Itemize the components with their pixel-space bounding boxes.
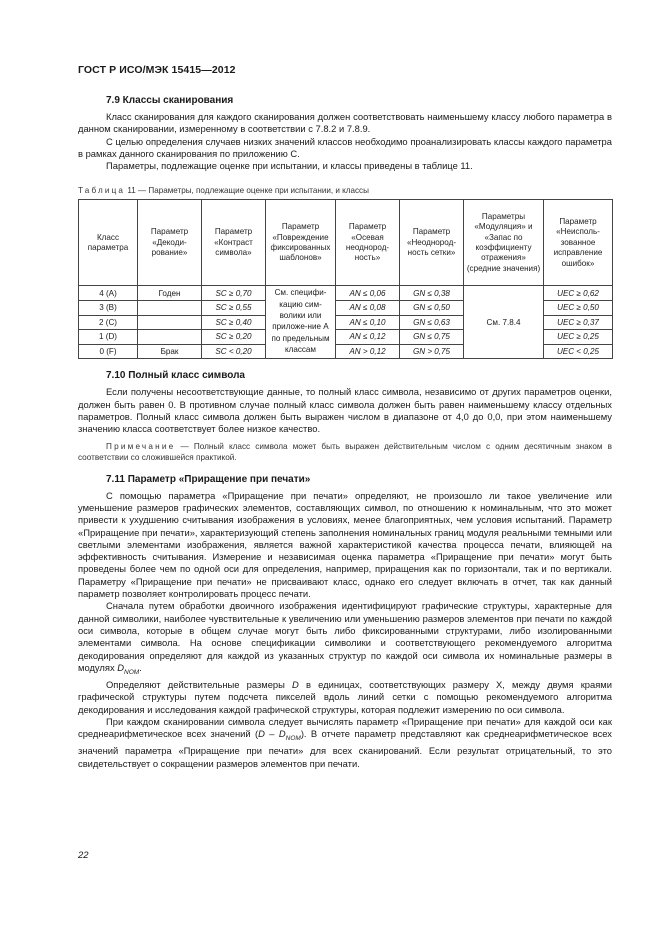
subscript-nom: NOM: [124, 668, 140, 676]
note-label: Примечание: [106, 441, 176, 451]
decode-cell: [138, 301, 202, 316]
note: [78, 441, 612, 463]
note-text: — Полный класс символа может быть выражен действительным числом с одним десятичным знаком в соответствии со сложившейся практикой.: [78, 441, 612, 462]
section-7-11-paragraph: [78, 716, 612, 770]
grid-nonuniformity-cell: GN > 0,75: [400, 344, 464, 359]
unused-error-correction-cell: UEC ≥ 0,37: [544, 315, 613, 330]
section-7-9-paragraph: С целью определения случаев низких значений классов необходимо проанализировать классы каждого параметра в рамках данного сканирования по приложению С.: [78, 135, 612, 159]
decode-cell: [138, 315, 202, 330]
symbol-contrast-cell: SC ≥ 0,70: [202, 286, 266, 301]
table-header-cell: Параметр «Контраст символа»: [202, 200, 266, 286]
grade-cell: 3 (B): [79, 301, 138, 316]
document-header: ГОСТ Р ИСО/МЭК 15415—2012: [78, 64, 236, 76]
paragraph-text: Определяют действительные размеры: [106, 678, 293, 690]
table-header-row: [79, 200, 613, 286]
section-7-10-paragraph: Если получены несоответствующие данные, то полный класс символа, независимо от других параметров оценки, должен быть равен 0. В противном случае полный класс символа должен быть равен наименьшему классу отдельных параметров. Полный класс символа должен быть выражен числом в диапазоне от 4,0 до 0,0, при этом наименьшему значению класса соответствует более низкое качество.: [78, 386, 612, 435]
decode-cell: [138, 330, 202, 345]
table-header-cell: Класс параметра: [79, 200, 138, 286]
axial-nonuniformity-cell: AN ≤ 0,06: [336, 286, 400, 301]
subscript-nom: NOM: [285, 735, 301, 743]
decode-cell: Годен: [138, 286, 202, 301]
axial-nonuniformity-cell: AN ≤ 0,12: [336, 330, 400, 345]
paragraph-text: –: [264, 728, 279, 740]
section-7-11-paragraph: [78, 679, 612, 716]
symbol-contrast-cell: SC ≥ 0,55: [202, 301, 266, 316]
unused-error-correction-cell: UEC ≥ 0,25: [544, 330, 613, 345]
variable-d: D: [258, 728, 265, 740]
paragraph-text: в единицах, соответствующих размеру X, между двумя краями графической структуры путем подсчета пикселей вдоль линий сетки с помощью рекомендуемого алгоритма декодирования и исследования каждой графической структуры, которая подлежит измерению по оси символа.: [78, 678, 612, 715]
table-caption: [78, 186, 612, 195]
section-7-11-title: 7.11 Параметр «Приращение при печати»: [106, 473, 311, 485]
unused-error-correction-cell: UEC ≥ 0,62: [544, 286, 613, 301]
symbol-contrast-cell: SC ≥ 0,20: [202, 330, 266, 345]
grid-nonuniformity-cell: GN ≤ 0,38: [400, 286, 464, 301]
grid-nonuniformity-cell: GN ≤ 0,50: [400, 301, 464, 316]
axial-nonuniformity-cell: AN ≤ 0,10: [336, 315, 400, 330]
fixed-pattern-damage-cell: См. специфи-кацию сим-волики или приложе-ние А по предельным классам: [266, 286, 336, 359]
table-caption-text: 11 — Параметры, подлежащие оценке при испытании, и классы: [125, 186, 369, 196]
variable-d: D: [117, 661, 125, 673]
section-7-9-title: 7.9 Классы сканирования: [106, 95, 234, 106]
variable-d: D: [278, 728, 286, 740]
grade-cell: 2 (C): [79, 315, 138, 330]
section-7-9-paragraph: Параметры, подлежащие оценке при испытании, и классы приведены в таблице 11.: [106, 160, 473, 172]
variable-d: D: [292, 678, 299, 690]
decode-cell: Брак: [138, 344, 202, 359]
table-header-cell: Параметр «Повреждение фиксированных шаблонов»: [266, 200, 336, 286]
table-row: [79, 286, 613, 301]
grade-cell: 4 (A): [79, 286, 138, 301]
unused-error-correction-cell: UEC ≥ 0,50: [544, 301, 613, 316]
table-header-cell: Параметр «Неисполь-зованное исправление ошибок»: [544, 200, 613, 286]
table-header-cell: Параметр «Осевая неоднород-ность»: [336, 200, 400, 286]
modulation-cell: См. 7.8.4: [464, 286, 544, 359]
grid-nonuniformity-cell: GN ≤ 0,75: [400, 330, 464, 345]
section-7-11-paragraph: С помощью параметра «Приращение при печати» определяют, не произошло ли такое увеличение или уменьшение размеров графических элементов, составляющих символ, по отношению к номинальным, что это может привести к ухудшению считывания изображения в условиях, менее благоприятных, чем условия испытаний. Параметр «Приращение при печати», характеризующий степень заполнения номинальных границ модуля реальными темными или светлыми элементами изображения, является важной характеристикой качества процесса печати, влияющей на эффективность считывания. Измерение и независимая оценка параметра «Приращение при печати» могут быть проведены более чем по одной оси для определения, например, приращения как по горизонтали, так и по вертикали. Параметру «Приращение при печати» не присваивают класс, однако его следует включать в отчет, так как данный параметр позволяет контролировать процесс печати.: [78, 489, 612, 600]
axial-nonuniformity-cell: AN ≤ 0,08: [336, 301, 400, 316]
grade-cell: 0 (F): [79, 344, 138, 359]
page-body: [78, 95, 612, 770]
paragraph-text: Сначала путем обработки двоичного изображения идентифицируют графические структуры, характерные для данной символики, наиболее чувствительные к увеличению или уменьшению размеров элементов при печати по каждой оси символа, которые в общем случае могут быть либо фиксированными структурами, либо изолированными элементами символа. На основе спецификации символики и соответствующего рекомендуемого алгоритма декодирования определяют для каждой из указанных структур по каждой оси символа их номинальные размеры в модулях: [78, 600, 612, 673]
page-number: 22: [78, 850, 89, 861]
paragraph-text: .: [139, 661, 142, 673]
symbol-contrast-cell: SC ≥ 0,40: [202, 315, 266, 330]
table-header-cell: Параметр «Неоднород-ность сетки»: [400, 200, 464, 286]
table-header-cell: Параметр «Декоди-рование»: [138, 200, 202, 286]
table-header-cell: Параметры «Модуляция» и «Запас по коэффициенту отражения» (средние значения): [464, 200, 544, 286]
section-7-9-paragraph: Класс сканирования для каждого сканирования должен соответствовать наименьшему классу любого параметра в данном сканировании, измеренному в соответствии с 7.8.2 и 7.8.9.: [78, 111, 612, 135]
section-7-10-title: 7.10 Полный класс символа: [106, 370, 245, 382]
paragraph-text: ). В отчете параметр представляют как среднеарифметическое всех значений параметра «Приращение при печати» для всех сканирований. Если результат отрицательный, то это свидетельствует о сокращении размеров элементов при печати.: [78, 728, 612, 769]
grade-cell: 1 (D): [79, 330, 138, 345]
axial-nonuniformity-cell: AN > 0,12: [336, 344, 400, 359]
paragraph-text: При каждом сканировании символа следует вычислять параметр «Приращение при печати» для каждой оси как среднеарифметическое всех значений (: [78, 715, 612, 740]
symbol-contrast-cell: SC < 0,20: [202, 344, 266, 359]
section-7-11-paragraph: [78, 600, 612, 679]
parameters-table: [78, 199, 613, 359]
unused-error-correction-cell: UEC < 0,25: [544, 344, 613, 359]
table-caption-label: Таблица: [78, 186, 126, 196]
grid-nonuniformity-cell: GN ≤ 0,63: [400, 315, 464, 330]
